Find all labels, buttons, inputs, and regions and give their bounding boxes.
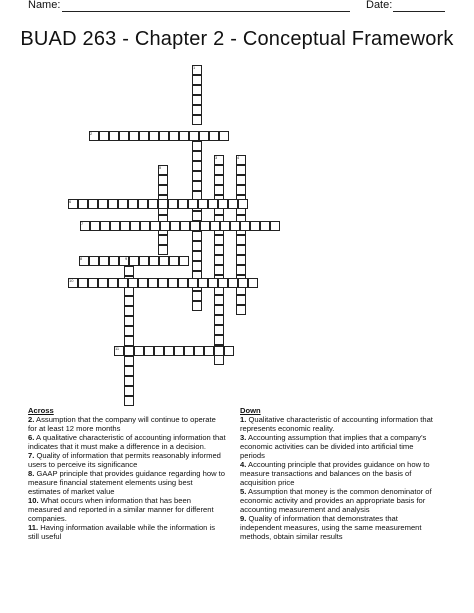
crossword-cell[interactable] — [214, 315, 224, 325]
crossword-cell[interactable] — [128, 199, 138, 209]
clue-number-label: 1 — [193, 65, 196, 70]
crossword-cell[interactable] — [178, 199, 188, 209]
clue-text: Assumption that money is the common denominator of economic activity and provides an appropriate basis for accounting measurement and analysis — [240, 487, 432, 514]
crossword-cell[interactable] — [192, 115, 202, 125]
crossword-cell[interactable] — [210, 221, 220, 231]
date-label: Date: — [366, 0, 393, 11]
crossword-cell[interactable] — [99, 256, 109, 266]
down-clue — [240, 487, 438, 514]
clue-number-label: 7 — [81, 221, 84, 226]
crossword-cell[interactable] — [188, 199, 198, 209]
crossword-cell[interactable] — [124, 326, 134, 336]
clue-text: Accounting assumption that implies that a company's economic activities can be divided into artificial time periods — [240, 433, 427, 460]
clue-text: Qualitative characteristic of accounting information that represents economic reality. — [240, 415, 433, 433]
clue-number-label: 2 — [90, 131, 93, 136]
crossword-cell[interactable] — [129, 131, 139, 141]
crossword-cell[interactable] — [100, 221, 110, 231]
crossword-cell[interactable] — [124, 336, 134, 346]
clue-text: GAAP principle that provides guidance regarding how to measure financial statement elements using best estimates of market value — [28, 469, 226, 496]
clue-number: 11. — [28, 523, 39, 532]
crossword-cell[interactable] — [124, 346, 134, 356]
crossword-cell[interactable] — [124, 266, 134, 276]
clue-number: 10. — [28, 496, 39, 505]
crossword-cell[interactable] — [158, 185, 168, 195]
crossword-cell[interactable] — [174, 346, 184, 356]
crossword-cell[interactable] — [199, 131, 209, 141]
down-clue — [240, 514, 438, 541]
crossword-cell[interactable] — [192, 75, 202, 85]
crossword-cell[interactable] — [158, 175, 168, 185]
clue-text: Quality of information that demonstrates that independent measures, using the same measurement methods, obtain similar results — [240, 514, 422, 541]
crossword-cell[interactable] — [236, 265, 246, 275]
crossword-cell[interactable] — [204, 346, 214, 356]
crossword-cell[interactable] — [124, 396, 134, 406]
crossword-cell[interactable] — [214, 245, 224, 255]
crossword-cell[interactable] — [129, 256, 139, 266]
crossword-cell[interactable] — [192, 231, 202, 241]
crossword-cell[interactable] — [214, 295, 224, 305]
crossword-cell[interactable] — [192, 95, 202, 105]
crossword-cell[interactable] — [248, 278, 258, 288]
crossword-cell[interactable] — [200, 221, 210, 231]
crossword-cell[interactable] — [214, 305, 224, 315]
crossword-cell[interactable] — [224, 346, 234, 356]
crossword-cell[interactable] — [148, 199, 158, 209]
crossword-cell[interactable] — [110, 221, 120, 231]
crossword-cell[interactable] — [219, 131, 229, 141]
crossword-cell[interactable] — [214, 235, 224, 245]
clue-number-label: 6 — [69, 199, 72, 204]
crossword-cell[interactable] — [134, 346, 144, 356]
crossword-cell[interactable] — [240, 221, 250, 231]
crossword-cell[interactable] — [109, 131, 119, 141]
crossword-cell[interactable] — [118, 278, 128, 288]
crossword-cell[interactable] — [149, 131, 159, 141]
clue-number-label: 4 — [237, 155, 240, 160]
across-clue — [28, 451, 226, 469]
crossword-cell[interactable] — [108, 199, 118, 209]
down-clue — [240, 415, 438, 433]
crossword-cell[interactable] — [236, 245, 246, 255]
crossword-cell[interactable] — [179, 131, 189, 141]
crossword-cell[interactable] — [124, 296, 134, 306]
crossword-cell[interactable] — [208, 199, 218, 209]
crossword-cell[interactable] — [99, 131, 109, 141]
crossword-cell[interactable] — [218, 199, 228, 209]
crossword-cell[interactable] — [164, 346, 174, 356]
clue-text: Accounting principle that provides guidance on how to measure transactions and balances on the basis of acquisition price — [240, 460, 430, 487]
crossword-cell[interactable] — [214, 265, 224, 275]
crossword-cell[interactable] — [238, 199, 248, 209]
crossword-cell[interactable] — [138, 199, 148, 209]
clue-number-label: 10 — [69, 278, 74, 283]
clue-number: 1. — [240, 415, 247, 424]
crossword-cell[interactable] — [189, 131, 199, 141]
crossword-cell[interactable] — [192, 261, 202, 271]
crossword-cell[interactable] — [228, 199, 238, 209]
clue-number: 9. — [240, 514, 247, 523]
crossword-cell[interactable] — [90, 221, 100, 231]
crossword-cell[interactable] — [150, 221, 160, 231]
crossword-cell[interactable] — [149, 256, 159, 266]
clue-text: A qualitative characteristic of accounting information that indicates that it must make a difference in a decision. — [28, 433, 226, 451]
crossword-cell[interactable] — [236, 255, 246, 265]
down-clue — [240, 433, 438, 460]
crossword-cell[interactable] — [192, 161, 202, 171]
clue-number: 7. — [28, 451, 35, 460]
crossword-cell[interactable] — [188, 278, 198, 288]
crossword-cell[interactable] — [89, 256, 99, 266]
crossword-cell[interactable] — [192, 141, 202, 151]
clue-text: Having information available while the information is still useful — [28, 523, 215, 541]
crossword-cell[interactable] — [236, 165, 246, 175]
crossword-cell[interactable] — [208, 278, 218, 288]
crossword-cell[interactable] — [98, 199, 108, 209]
across-clue — [28, 415, 226, 433]
crossword-cell[interactable] — [120, 221, 130, 231]
across-clue — [28, 433, 226, 451]
crossword-cell[interactable] — [190, 221, 200, 231]
crossword-cell[interactable] — [180, 221, 190, 231]
crossword-cell[interactable] — [230, 221, 240, 231]
crossword-cell[interactable] — [214, 335, 224, 345]
crossword-cell[interactable] — [108, 278, 118, 288]
crossword-cell[interactable] — [78, 199, 88, 209]
crossword-cell[interactable] — [236, 185, 246, 195]
crossword-cell[interactable] — [78, 278, 88, 288]
crossword-cell[interactable] — [168, 199, 178, 209]
crossword-cell[interactable] — [124, 386, 134, 396]
crossword-cell[interactable] — [192, 85, 202, 95]
down-clue-list — [240, 415, 438, 541]
crossword-cell[interactable] — [192, 241, 202, 251]
crossword-cell[interactable] — [140, 221, 150, 231]
crossword-cell[interactable] — [236, 305, 246, 315]
across-clue-list — [28, 415, 226, 541]
crossword-cell[interactable] — [270, 221, 280, 231]
crossword-cell[interactable] — [158, 278, 168, 288]
crossword-cell[interactable] — [109, 256, 119, 266]
crossword-cell[interactable] — [158, 199, 168, 209]
clue-number: 6. — [28, 433, 35, 442]
across-clue — [28, 496, 226, 523]
down-heading: Down — [240, 406, 261, 415]
crossword-cell[interactable] — [209, 131, 219, 141]
crossword-cell[interactable] — [158, 235, 168, 245]
clue-text: Assumption that the company will continue to operate for at least 12 more months — [28, 415, 216, 433]
crossword-cell[interactable] — [124, 356, 134, 366]
crossword-cell[interactable] — [178, 278, 188, 288]
crossword-cell[interactable] — [214, 175, 224, 185]
down-clues — [240, 406, 438, 541]
crossword-cell[interactable] — [192, 151, 202, 161]
crossword-cell[interactable] — [198, 199, 208, 209]
crossword-cell[interactable] — [168, 278, 178, 288]
crossword-cell[interactable] — [148, 278, 158, 288]
crossword-cell[interactable] — [192, 105, 202, 115]
crossword-cell[interactable] — [214, 255, 224, 265]
crossword-cell[interactable] — [220, 221, 230, 231]
clue-number-label: 8 — [80, 256, 83, 261]
clue-number: 3. — [240, 433, 247, 442]
crossword-cell[interactable] — [169, 256, 179, 266]
crossword-cell[interactable] — [154, 346, 164, 356]
name-label: Name: — [28, 0, 61, 11]
crossword-cell[interactable] — [139, 131, 149, 141]
crossword-cell[interactable] — [170, 221, 180, 231]
crossword-cell[interactable] — [138, 278, 148, 288]
across-clues — [28, 406, 226, 541]
crossword-cell[interactable] — [119, 131, 129, 141]
crossword-cell[interactable] — [159, 256, 169, 266]
crossword-cell[interactable] — [124, 366, 134, 376]
crossword-cell[interactable] — [192, 251, 202, 261]
crossword-cell[interactable] — [160, 221, 170, 231]
crossword-cell[interactable] — [192, 181, 202, 191]
clue-number-label: 9 — [125, 256, 128, 261]
crossword-cell[interactable] — [98, 278, 108, 288]
crossword-cell[interactable] — [128, 278, 138, 288]
crossword-cell[interactable] — [169, 131, 179, 141]
crossword-cell[interactable] — [192, 291, 202, 301]
crossword-cell[interactable] — [192, 171, 202, 181]
crossword-cell[interactable] — [236, 295, 246, 305]
across-heading: Across — [28, 406, 54, 415]
crossword-cell[interactable] — [194, 346, 204, 356]
clue-number-label: 5 — [159, 165, 162, 170]
clue-text: What occurs when information that has been measured and reported in a similar manner for different companies. — [28, 496, 214, 523]
clue-text: Quality of information that permits reasonably informed users to perceive its significance — [28, 451, 221, 469]
crossword-cell[interactable] — [236, 235, 246, 245]
crossword-cell[interactable] — [192, 301, 202, 311]
crossword-cell[interactable] — [250, 221, 260, 231]
clue-number: 5. — [240, 487, 247, 496]
crossword-cell[interactable] — [260, 221, 270, 231]
crossword-cell[interactable] — [214, 325, 224, 335]
crossword-cell[interactable] — [198, 278, 208, 288]
crossword-cell[interactable] — [238, 278, 248, 288]
crossword-cell[interactable] — [88, 199, 98, 209]
clue-number: 4. — [240, 460, 247, 469]
crossword-cell[interactable] — [228, 278, 238, 288]
crossword-cell[interactable] — [179, 256, 189, 266]
crossword-cell[interactable] — [236, 175, 246, 185]
crossword-cell[interactable] — [192, 211, 202, 221]
crossword-cell[interactable] — [218, 278, 228, 288]
crossword-cell[interactable] — [144, 346, 154, 356]
crossword-cell[interactable] — [88, 278, 98, 288]
crossword-cell[interactable] — [184, 346, 194, 356]
crossword-cell[interactable] — [118, 199, 128, 209]
clue-number-label: 11 — [115, 346, 120, 351]
crossword-cell[interactable] — [139, 256, 149, 266]
crossword-cell[interactable] — [130, 221, 140, 231]
page-title: BUAD 263 - Chapter 2 - Conceptual Framework — [20, 28, 454, 50]
down-clue — [240, 460, 438, 487]
crossword-cell[interactable] — [214, 346, 224, 356]
crossword-cell[interactable] — [124, 306, 134, 316]
crossword-cell[interactable] — [158, 245, 168, 255]
across-clue — [28, 523, 226, 541]
clue-number: 2. — [28, 415, 35, 424]
clue-number: 8. — [28, 469, 35, 478]
crossword-cell[interactable] — [214, 185, 224, 195]
crossword-cell[interactable] — [124, 376, 134, 386]
crossword-cell[interactable] — [214, 355, 224, 365]
crossword-cell[interactable] — [214, 165, 224, 175]
across-clue — [28, 469, 226, 496]
crossword-cell[interactable] — [159, 131, 169, 141]
crossword-cell[interactable] — [119, 256, 129, 266]
crossword-cell[interactable] — [124, 316, 134, 326]
clue-number-label: 3 — [215, 155, 218, 160]
